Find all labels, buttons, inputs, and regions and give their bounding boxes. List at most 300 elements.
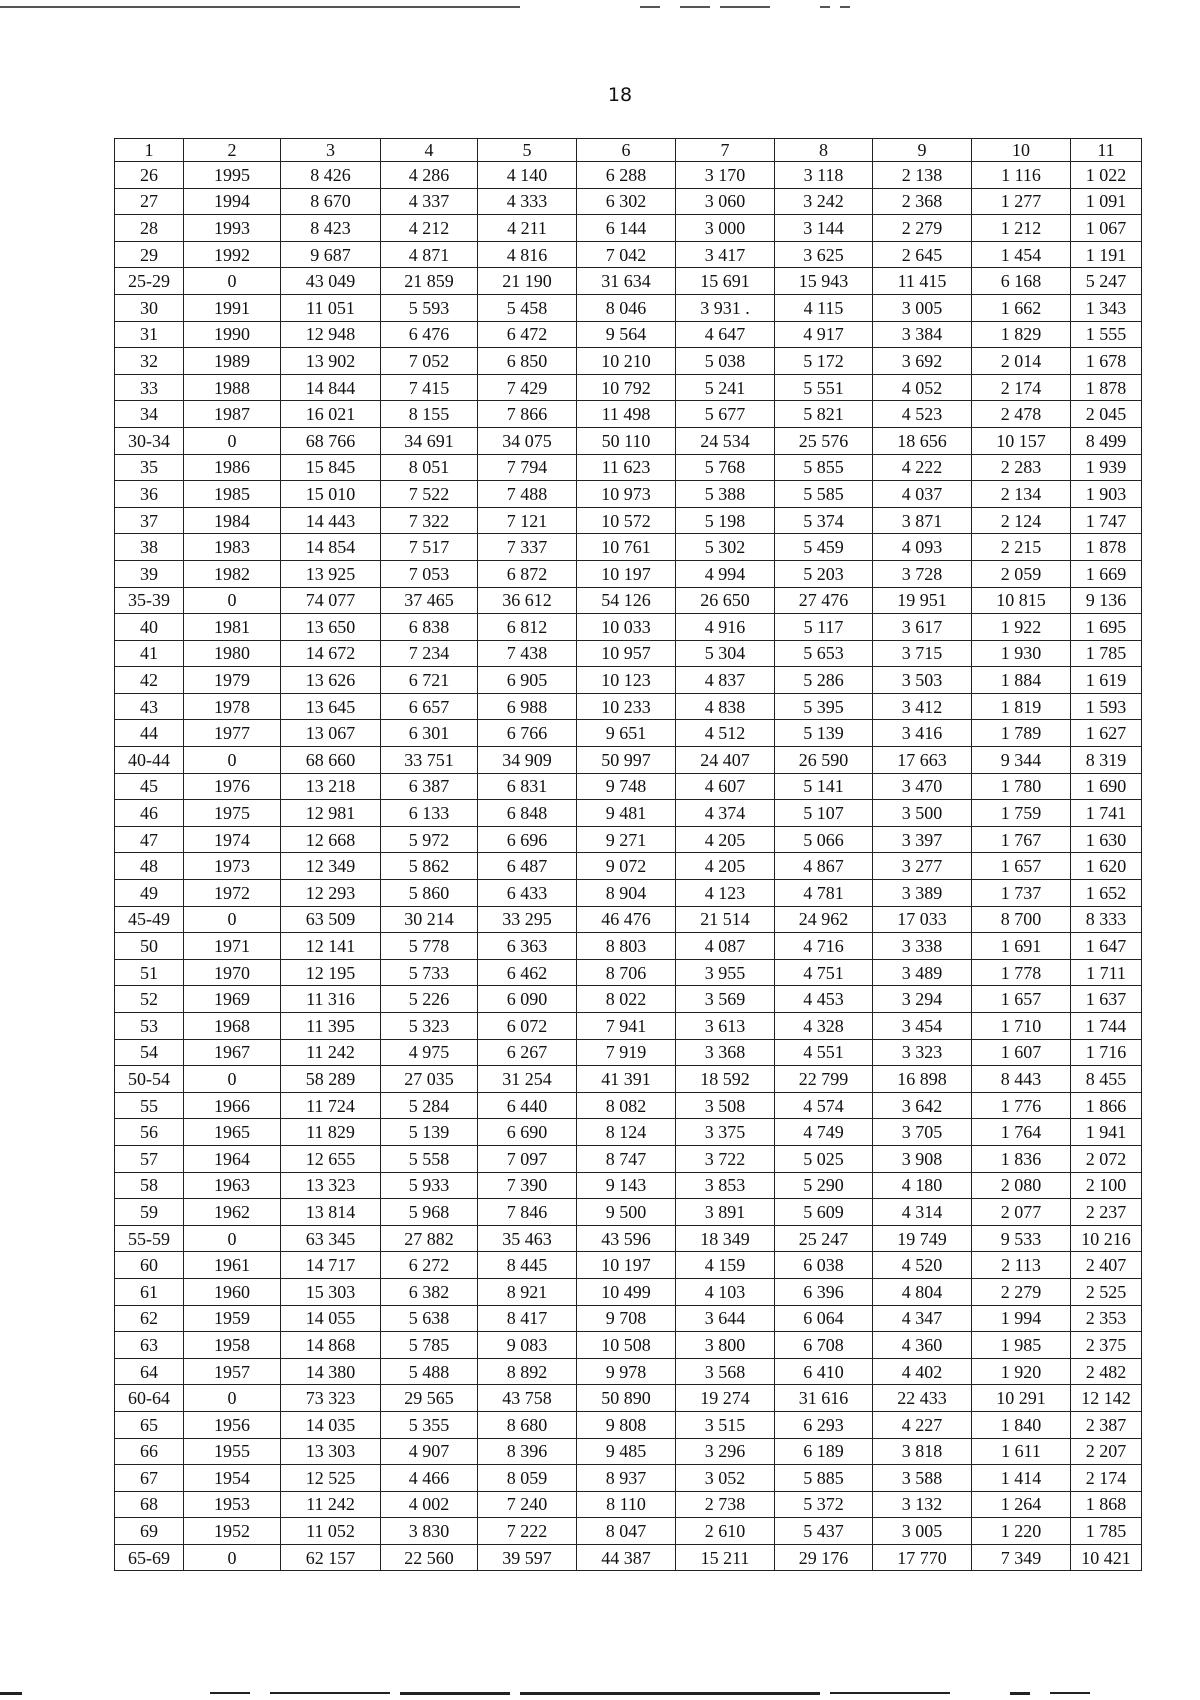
table-cell: 5 585 [775,481,873,508]
table-cell: 5 778 [381,933,478,960]
table-cell: 21 514 [676,906,775,933]
table-cell: 3 416 [873,720,972,747]
table-cell: 15 943 [775,268,873,295]
table-cell: 3 384 [873,321,972,348]
table-cell: 6 690 [478,1119,577,1146]
table-row [115,1438,1142,1465]
table-cell: 0 [184,1225,281,1252]
table-cell: 3 955 [676,959,775,986]
table-cell: 2 525 [1071,1278,1142,1305]
table-cell: 4 975 [381,1039,478,1066]
table-cell: 0 [184,1385,281,1412]
table-cell: 1 067 [1071,215,1142,242]
table-cell: 7 415 [381,374,478,401]
table-cell: 1 884 [972,667,1071,694]
table-cell: 3 588 [873,1465,972,1492]
table-cell: 3 294 [873,986,972,1013]
table-cell: 3 368 [676,1039,775,1066]
table-cell: 3 144 [775,215,873,242]
table-row [115,321,1142,348]
table-cell: 4 916 [676,614,775,641]
table-cell: 10 499 [577,1278,676,1305]
table-cell: 4 212 [381,215,478,242]
table-cell: 15 303 [281,1278,381,1305]
table-cell: 35 [115,454,184,481]
table-row [115,1491,1142,1518]
table-cell: 4 123 [676,880,775,907]
table-row [115,534,1142,561]
table-cell: 50 997 [577,747,676,774]
table-cell: 6 657 [381,693,478,720]
table-cell: 11 498 [577,401,676,428]
table-cell: 10 033 [577,614,676,641]
table-cell: 43 596 [577,1225,676,1252]
table-cell: 4 520 [873,1252,972,1279]
table-cell: 8 417 [478,1305,577,1332]
table-cell: 8 443 [972,1066,1071,1093]
table-cell: 1 994 [972,1305,1071,1332]
table-cell: 5 551 [775,374,873,401]
table-cell: 3 908 [873,1145,972,1172]
table-cell: 14 854 [281,534,381,561]
table-cell: 8 046 [577,294,676,321]
table-cell: 7 941 [577,1013,676,1040]
table-cell: 7 522 [381,481,478,508]
table-cell: 35-39 [115,587,184,614]
table-cell: 4 917 [775,321,873,348]
column-header: 5 [478,139,577,162]
table-cell: 1986 [184,454,281,481]
table-cell: 6 433 [478,880,577,907]
table-cell: 63 509 [281,906,381,933]
table-cell: 10 157 [972,427,1071,454]
table-row [115,906,1142,933]
table-row [115,693,1142,720]
table-cell: 1961 [184,1252,281,1279]
table-cell: 9 344 [972,747,1071,774]
table-cell: 3 728 [873,560,972,587]
table-cell: 36 612 [478,587,577,614]
table-cell: 1982 [184,560,281,587]
table-cell: 38 [115,534,184,561]
table-cell: 60-64 [115,1385,184,1412]
table-cell: 30-34 [115,427,184,454]
table-cell: 33 295 [478,906,577,933]
table-cell: 1980 [184,640,281,667]
table-cell: 5 226 [381,986,478,1013]
table-cell: 9 481 [577,800,676,827]
table-cell: 1 116 [972,162,1071,189]
table-cell: 1 920 [972,1358,1071,1385]
table-cell: 6 293 [775,1411,873,1438]
table-cell: 73 323 [281,1385,381,1412]
table-row [115,614,1142,641]
table-cell: 3 296 [676,1438,775,1465]
column-header: 8 [775,139,873,162]
table-cell: 10 957 [577,640,676,667]
table-row [115,1225,1142,1252]
table-cell: 10 792 [577,374,676,401]
table-cell: 8 423 [281,215,381,242]
table-row [115,640,1142,667]
table-cell: 3 569 [676,986,775,1013]
table-cell: 11 242 [281,1491,381,1518]
table-cell: 17 770 [873,1544,972,1571]
table-cell: 44 [115,720,184,747]
table-cell: 11 051 [281,294,381,321]
table-cell: 5 172 [775,348,873,375]
table-row [115,720,1142,747]
table-cell: 3 692 [873,348,972,375]
table-cell: 3 323 [873,1039,972,1066]
table-cell: 6 090 [478,986,577,1013]
table-cell: 27 [115,188,184,215]
table-cell: 5 677 [676,401,775,428]
table-cell: 4 837 [676,667,775,694]
table-cell: 5 323 [381,1013,478,1040]
table-row [115,427,1142,454]
table-cell: 1 593 [1071,693,1142,720]
table-row [115,560,1142,587]
table-cell: 8 059 [478,1465,577,1492]
table-cell: 3 417 [676,241,775,268]
table-cell: 4 115 [775,294,873,321]
table-cell: 8 904 [577,880,676,907]
table-cell: 7 517 [381,534,478,561]
table-cell: 1979 [184,667,281,694]
table-cell: 6 708 [775,1332,873,1359]
table-cell: 39 597 [478,1544,577,1571]
table-cell: 10 973 [577,481,676,508]
table-cell: 37 [115,507,184,534]
table-cell: 7 794 [478,454,577,481]
table-cell: 1975 [184,800,281,827]
table-cell: 16 898 [873,1066,972,1093]
table-row [115,1305,1142,1332]
table-cell: 0 [184,587,281,614]
table-cell: 6 072 [478,1013,577,1040]
table-cell: 3 644 [676,1305,775,1332]
table-cell: 5 025 [775,1145,873,1172]
table-cell: 9 271 [577,826,676,853]
table-cell: 19 951 [873,587,972,614]
table-cell: 49 [115,880,184,907]
table-cell: 6 850 [478,348,577,375]
table-cell: 48 [115,853,184,880]
table-cell: 12 293 [281,880,381,907]
table-cell: 43 [115,693,184,720]
table-cell: 58 289 [281,1066,381,1093]
table-cell: 5 821 [775,401,873,428]
table-cell: 17 663 [873,747,972,774]
table-cell: 46 [115,800,184,827]
table-cell: 5 372 [775,1491,873,1518]
table-cell: 1 747 [1071,507,1142,534]
column-header: 11 [1071,139,1142,162]
table-cell: 13 626 [281,667,381,694]
table-cell: 6 302 [577,188,676,215]
table-cell: 5 968 [381,1199,478,1226]
table-cell: 2 124 [972,507,1071,534]
table-cell: 1963 [184,1172,281,1199]
table-cell: 3 005 [873,1518,972,1545]
table-cell: 4 607 [676,773,775,800]
table-cell: 9 708 [577,1305,676,1332]
table-cell: 22 560 [381,1544,478,1571]
table-cell: 1 678 [1071,348,1142,375]
table-cell: 2 072 [1071,1145,1142,1172]
table-cell: 3 170 [676,162,775,189]
table-cell: 3 338 [873,933,972,960]
table-cell: 34 075 [478,427,577,454]
table-cell: 60 [115,1252,184,1279]
table-cell: 3 397 [873,826,972,853]
table-cell: 31 254 [478,1066,577,1093]
table-row [115,986,1142,1013]
table-cell: 7 866 [478,401,577,428]
table-cell: 3 568 [676,1358,775,1385]
table-cell: 1 764 [972,1119,1071,1146]
table-cell: 26 [115,162,184,189]
table-row [115,401,1142,428]
table-cell: 9 748 [577,773,676,800]
table-cell: 1 778 [972,959,1071,986]
table-cell: 3 277 [873,853,972,880]
table-cell: 11 395 [281,1013,381,1040]
table-row [115,1039,1142,1066]
table-cell: 52 [115,986,184,1013]
column-header: 6 [577,139,676,162]
table-cell: 3 715 [873,640,972,667]
table-cell: 4 347 [873,1305,972,1332]
table-cell: 1978 [184,693,281,720]
column-header: 9 [873,139,972,162]
table-cell: 13 645 [281,693,381,720]
table-cell: 1 191 [1071,241,1142,268]
table-cell: 4 103 [676,1278,775,1305]
table-cell: 4 052 [873,374,972,401]
table-cell: 7 438 [478,640,577,667]
table-cell: 19 749 [873,1225,972,1252]
table-cell: 2 237 [1071,1199,1142,1226]
table-cell: 5 733 [381,959,478,986]
column-header: 3 [281,139,381,162]
table-row [115,188,1142,215]
table-row [115,1199,1142,1226]
table-cell: 5 284 [381,1092,478,1119]
table-cell: 2 077 [972,1199,1071,1226]
table-row [115,1119,1142,1146]
table-row [115,348,1142,375]
table-cell: 33 751 [381,747,478,774]
table-cell: 4 402 [873,1358,972,1385]
table-cell: 1 022 [1071,162,1142,189]
table-cell: 1992 [184,241,281,268]
table-cell: 1989 [184,348,281,375]
table-cell: 1955 [184,1438,281,1465]
table-cell: 1 941 [1071,1119,1142,1146]
table-cell: 5 395 [775,693,873,720]
table-cell: 4 333 [478,188,577,215]
table-cell: 1 414 [972,1465,1071,1492]
table-cell: 8 747 [577,1145,676,1172]
table-cell: 63 [115,1332,184,1359]
table-cell: 7 053 [381,560,478,587]
table-cell: 5 458 [478,294,577,321]
table-cell: 44 387 [577,1544,676,1571]
table-cell: 11 829 [281,1119,381,1146]
table-cell: 3 005 [873,294,972,321]
header-row [115,139,1142,162]
table-cell: 6 766 [478,720,577,747]
table-cell: 11 316 [281,986,381,1013]
table-cell: 27 882 [381,1225,478,1252]
table-row [115,268,1142,295]
table-cell: 1981 [184,614,281,641]
table-cell: 14 717 [281,1252,381,1279]
table-cell: 4 140 [478,162,577,189]
table-row [115,1172,1142,1199]
table-cell: 6 472 [478,321,577,348]
table-cell: 8 110 [577,1491,676,1518]
table-cell: 1 630 [1071,826,1142,853]
table-cell: 5 785 [381,1332,478,1359]
table-cell: 18 349 [676,1225,775,1252]
table-cell: 3 503 [873,667,972,694]
table-cell: 6 476 [381,321,478,348]
table-row [115,1092,1142,1119]
table-cell: 3 705 [873,1119,972,1146]
table-cell: 27 035 [381,1066,478,1093]
table-cell: 54 [115,1039,184,1066]
table-row [115,481,1142,508]
table-cell: 2 353 [1071,1305,1142,1332]
table-cell: 7 488 [478,481,577,508]
table-cell: 28 [115,215,184,242]
table-cell: 10 572 [577,507,676,534]
table-row [115,162,1142,189]
table-cell: 29 565 [381,1385,478,1412]
table-row [115,507,1142,534]
table-cell: 9 485 [577,1438,676,1465]
table-cell: 24 407 [676,747,775,774]
table-cell: 4 647 [676,321,775,348]
table-cell: 13 323 [281,1172,381,1199]
table-cell: 13 925 [281,560,381,587]
table-cell: 31 616 [775,1385,873,1412]
table-cell: 26 590 [775,747,873,774]
table-cell: 8 803 [577,933,676,960]
table-cell: 7 322 [381,507,478,534]
table-cell: 4 838 [676,693,775,720]
table-cell: 6 189 [775,1438,873,1465]
table-cell: 5 107 [775,800,873,827]
table-cell: 4 871 [381,241,478,268]
table-row [115,800,1142,827]
table-cell: 2 080 [972,1172,1071,1199]
table-cell: 18 592 [676,1066,775,1093]
table-cell: 1 985 [972,1332,1071,1359]
table-cell: 1973 [184,853,281,880]
table-cell: 13 067 [281,720,381,747]
table-cell: 16 021 [281,401,381,428]
table-cell: 6 487 [478,853,577,880]
table-cell: 5 558 [381,1145,478,1172]
table-cell: 2 738 [676,1491,775,1518]
table-cell: 74 077 [281,587,381,614]
table-cell: 2 134 [972,481,1071,508]
table-cell: 5 653 [775,640,873,667]
table-cell: 39 [115,560,184,587]
table-cell: 6 038 [775,1252,873,1279]
table-cell: 5 768 [676,454,775,481]
table-cell: 61 [115,1278,184,1305]
table-cell: 1 657 [972,853,1071,880]
table-row [115,1544,1142,1571]
table-cell: 7 042 [577,241,676,268]
table-cell: 4 816 [478,241,577,268]
table-cell: 21 859 [381,268,478,295]
table-cell: 4 804 [873,1278,972,1305]
table-cell: 2 279 [873,215,972,242]
table-cell: 1 695 [1071,614,1142,641]
table-cell: 25 576 [775,427,873,454]
table-cell: 12 668 [281,826,381,853]
table-cell: 1 759 [972,800,1071,827]
table-cell: 1990 [184,321,281,348]
table-cell: 18 656 [873,427,972,454]
table-cell: 5 139 [381,1119,478,1146]
table-cell: 10 508 [577,1332,676,1359]
table-cell: 1962 [184,1199,281,1226]
table-cell: 5 286 [775,667,873,694]
table-cell: 5 117 [775,614,873,641]
table-cell: 65 [115,1411,184,1438]
table-cell: 3 389 [873,880,972,907]
table-cell: 3 060 [676,188,775,215]
table-cell: 5 855 [775,454,873,481]
table-body [115,162,1142,1571]
table-cell: 4 002 [381,1491,478,1518]
table-cell: 29 176 [775,1544,873,1571]
table-cell: 40-44 [115,747,184,774]
table-row [115,1066,1142,1093]
table-cell: 1995 [184,162,281,189]
table-cell: 8 022 [577,986,676,1013]
table-cell: 2 407 [1071,1252,1142,1279]
table-cell: 3 052 [676,1465,775,1492]
table-cell: 12 655 [281,1145,381,1172]
table-cell: 2 174 [1071,1465,1142,1492]
table-cell: 8 670 [281,188,381,215]
table-cell: 8 892 [478,1358,577,1385]
table-cell: 5 038 [676,348,775,375]
table-cell: 30 214 [381,906,478,933]
table-cell: 3 375 [676,1119,775,1146]
table-cell: 29 [115,241,184,268]
table-cell: 4 994 [676,560,775,587]
table-cell: 4 314 [873,1199,972,1226]
table-row [115,587,1142,614]
table-cell: 1993 [184,215,281,242]
table-cell: 1967 [184,1039,281,1066]
table-cell: 68 660 [281,747,381,774]
table-cell: 5 141 [775,773,873,800]
table-cell: 46 476 [577,906,676,933]
table-cell: 31 634 [577,268,676,295]
table-cell: 27 476 [775,587,873,614]
table-cell: 5 203 [775,560,873,587]
